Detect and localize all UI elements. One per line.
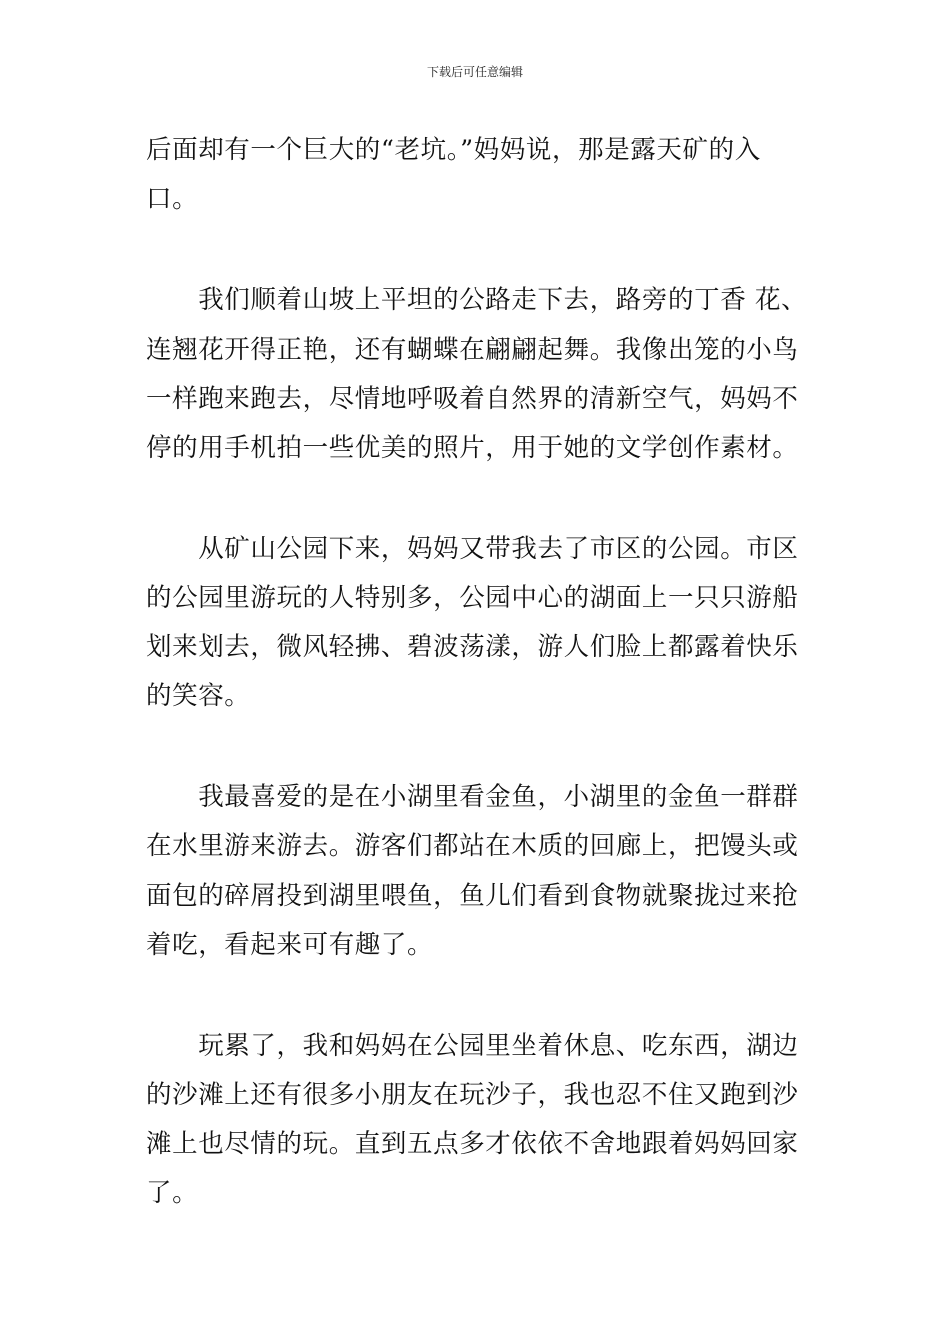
text-line: 停的用手机拍一些优美的照片，用于她的文学创作素材。 bbox=[146, 433, 799, 463]
text-line: 了。 bbox=[146, 1178, 199, 1208]
text-line: 一样跑来跑去，尽情地呼吸着自然界的清新空气，妈妈不 bbox=[146, 384, 799, 414]
text-line: 我们顺着山坡上平坦的公路走下去，路旁的丁香 花、 bbox=[146, 285, 808, 315]
page-header: 下载后可任意编辑 bbox=[426, 65, 523, 79]
text-line: 着吃，看起来可有趣了。 bbox=[146, 930, 434, 960]
text-line: 划来划去，微风轻拂、碧波荡漾，游人们脸上都露着快乐 bbox=[146, 632, 799, 662]
text-line: 我最喜爱的是在小湖里看金鱼，小湖里的金鱼一群群 bbox=[146, 782, 799, 812]
text-line: 滩上也尽情的玩。直到五点多才依依不舍地跟着妈妈回家 bbox=[146, 1129, 799, 1159]
text-line: 玩累了，我和妈妈在公园里坐着休息、吃东西，湖边 bbox=[146, 1031, 799, 1061]
text-line: 口。 bbox=[146, 184, 199, 214]
text-line: 的公园里游玩的人特别多，公园中心的湖面上一只只游船 bbox=[146, 583, 799, 613]
text-line: 的笑容。 bbox=[146, 681, 251, 711]
text-line: 的沙滩上还有很多小朋友在玩沙子，我也忍不住又跑到沙 bbox=[146, 1080, 799, 1110]
text-line: 面包的碎屑投到湖里喂鱼，鱼儿们看到食物就聚拢过来抢 bbox=[146, 881, 799, 911]
text-line: 后面却有一个巨大的“老坑。”妈妈说，那是露天矿的入 bbox=[146, 135, 761, 165]
text-line: 从矿山公园下来，妈妈又带我去了市区的公园。市区 bbox=[146, 534, 799, 564]
text-line: 在水里游来游去。游客们都站在木质的回廊上，把馒头或 bbox=[146, 831, 799, 861]
text-line: 连翘花开得正艳，还有蝴蝶在翩翩起舞。我像出笼的小鸟 bbox=[146, 335, 799, 365]
